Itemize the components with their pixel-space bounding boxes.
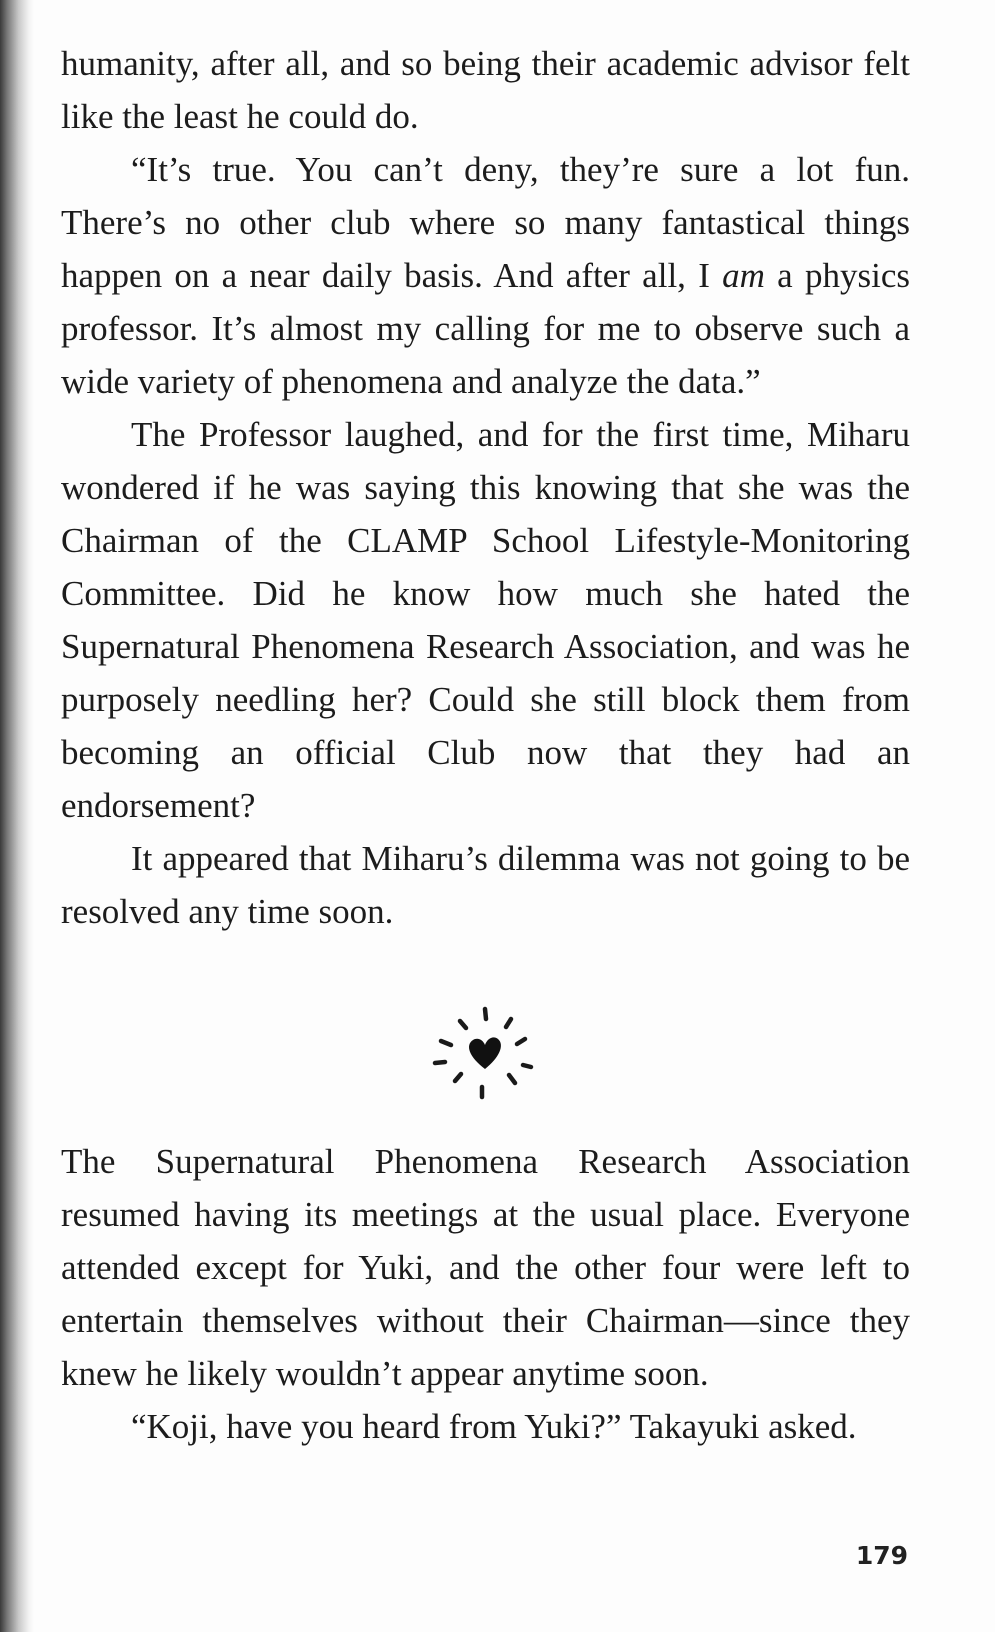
paragraph-6: “Koji, have you heard from Yuki?” Takayuki asked. xyxy=(131,1407,857,1446)
binding-shadow xyxy=(0,0,34,1632)
paragraph-2 xyxy=(61,143,910,408)
paragraph-3: The Professor laughed, and for the first time, Miharu wondered if he was saying this knowing that she was the Chairman of the CLAMP School Lifestyle-Monitoring Committee. Did he know how much she hated the Supernatural Phenomena Research Association, and was he purposely needling her? Could she still block them from becoming an official Club now that they had an endorsement? xyxy=(61,415,910,825)
text-section-bottom xyxy=(61,1135,910,1453)
paragraph-2-after-italic: a physics professor. It’s almost my calling for me to observe such a wide variety of phenomena and analyze the data.” xyxy=(61,256,910,401)
paragraph-4: It appeared that Miharu’s dilemma was not going to be resolved any time soon. xyxy=(61,839,910,931)
paragraph-2-before-italic: “It’s true. You can’t deny, they’re sure a lot fun. There’s no other club where so many fantastical things happen on a near daily basis. And after all, I xyxy=(61,150,910,295)
paragraph-5: The Supernatural Phenomena Research Association resumed having its meetings at the usual place. Everyone attended except for Yuki, and the other four were left to entertain themselves without their Chairman—since they knew he likely wouldn’t appear anytime soon. xyxy=(61,1142,910,1393)
paragraph-1: humanity, after all, and so being their academic advisor felt like the least he could do. xyxy=(61,44,910,136)
paragraph-2-emphasis: am xyxy=(722,256,765,295)
page-number: 179 xyxy=(855,1541,908,1570)
text-section-top xyxy=(61,37,910,938)
radiating-heart-icon xyxy=(425,995,545,1115)
